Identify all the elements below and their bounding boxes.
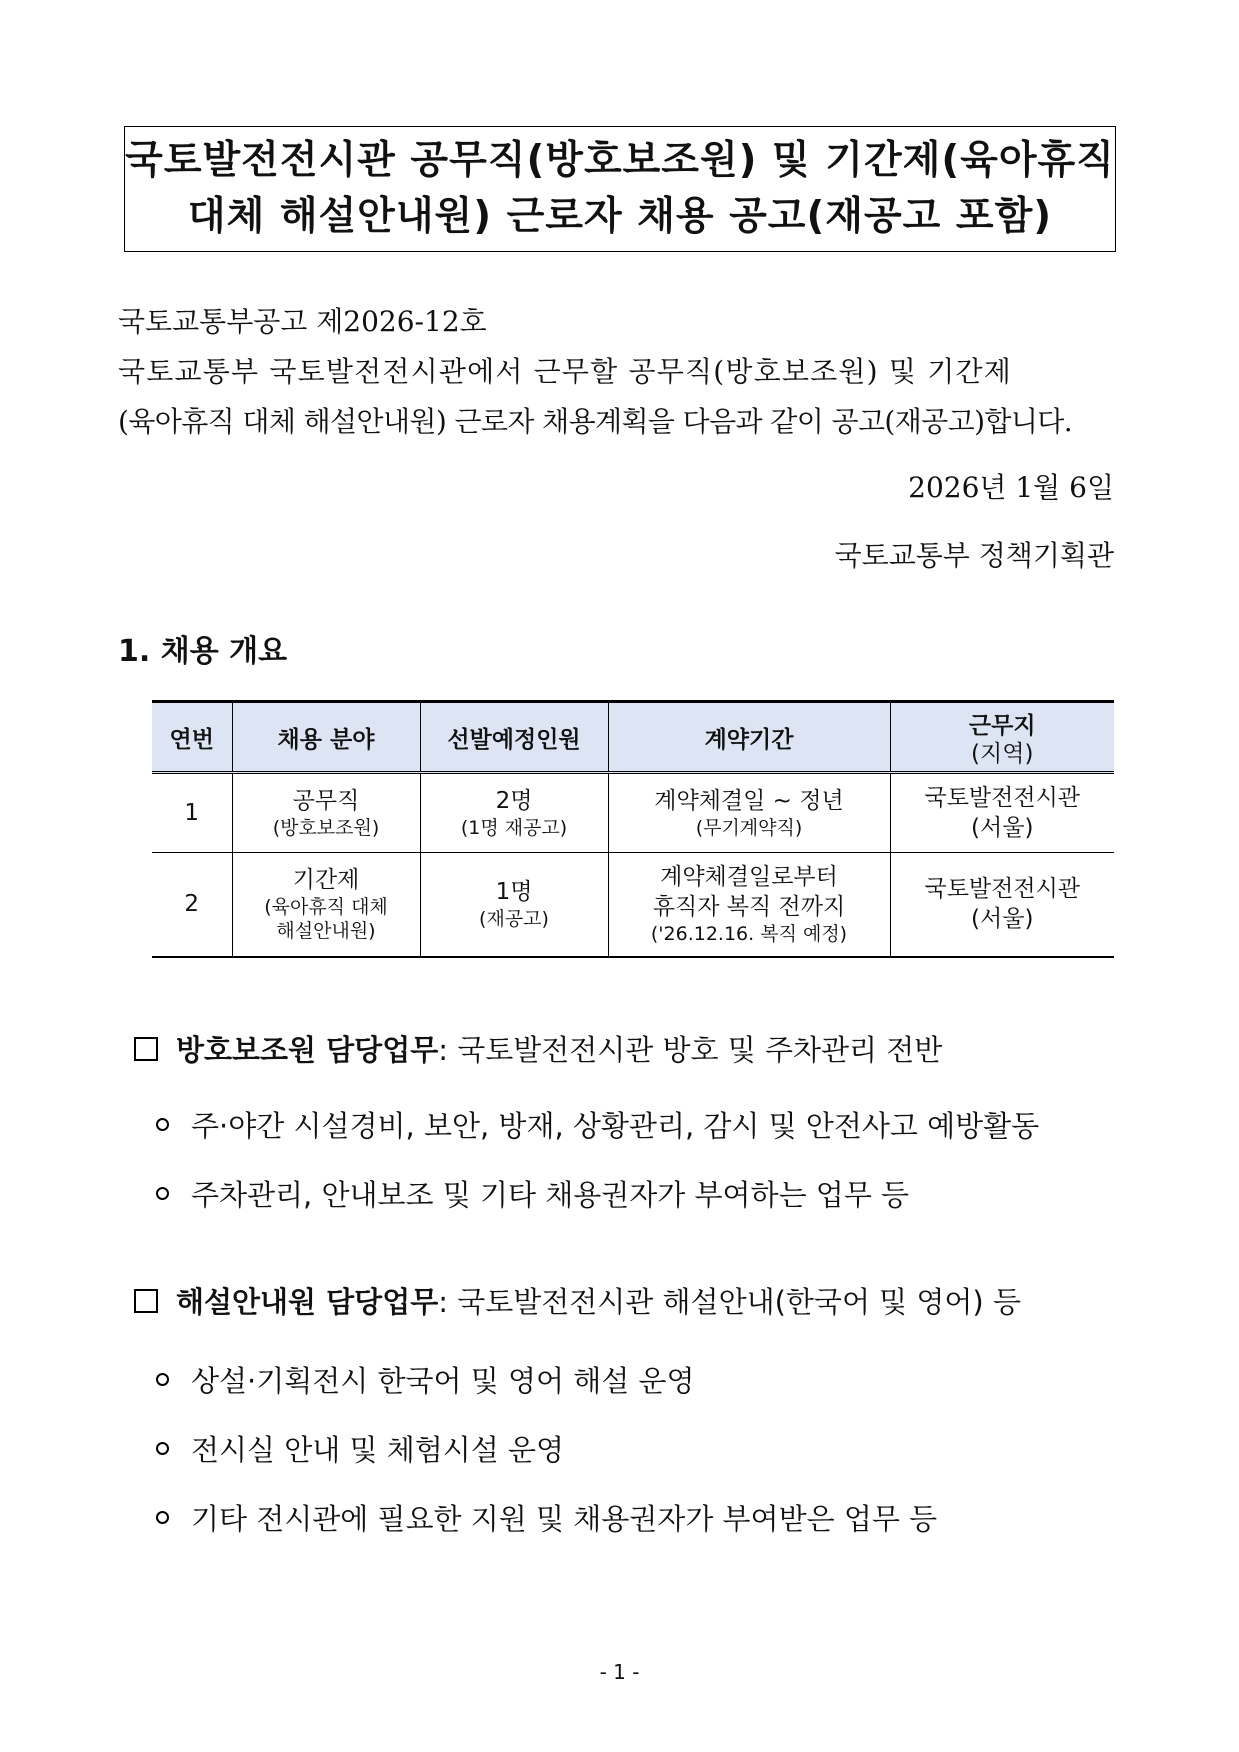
intro-line-2: (육아휴직 대체 해설안내원) 근로자 채용계획을 다음과 같이 공고(재공고)합니다.	[118, 405, 1073, 438]
count-sub: (1명 재공고)	[460, 817, 568, 839]
count-main: 2명	[495, 788, 533, 814]
duty-1-label: 방호보조원 담당업무	[176, 1033, 439, 1067]
duty-1-item	[156, 1104, 1039, 1145]
duty-2-item-text: 상설·기획전시 한국어 및 영어 해설 운영	[191, 1364, 695, 1398]
row-count	[420, 773, 608, 853]
row-no: 2	[152, 853, 232, 957]
section-1-heading: 1. 채용 개요	[118, 634, 288, 669]
duty-2-label: 해설안내원 담당업무	[176, 1285, 439, 1319]
duty-1-text: : 국토발전전시관 방호 및 주차관리 전반	[438, 1033, 943, 1067]
row-place	[890, 773, 1114, 853]
field-sub-1: (육아휴직 대체	[264, 896, 388, 919]
duty-1-heading	[134, 1028, 942, 1069]
duty-2-item-text: 전시실 안내 및 체험시설 운영	[191, 1433, 565, 1467]
duty-2-heading	[134, 1280, 1021, 1321]
circle-bullet-icon	[156, 1118, 169, 1131]
period-main: 계약체결일 ~ 정년	[654, 788, 844, 814]
checkbox-square-icon	[134, 1037, 158, 1061]
row-period	[608, 773, 890, 853]
table-row	[152, 853, 1114, 957]
duty-2-text: : 국토발전전시관 해설안내(한국어 및 영어) 등	[438, 1285, 1021, 1319]
field-main: 공무직	[292, 788, 360, 814]
place-sub: (서울)	[971, 815, 1034, 841]
header-count: 선발예정인원	[420, 702, 608, 773]
period-sub: (무기계약직)	[695, 817, 803, 839]
checkbox-square-icon	[134, 1289, 158, 1313]
field-sub: (방호보조원)	[272, 817, 380, 839]
intro-line-1: 국토교통부 국토발전전시관에서 근무할 공무직(방호보조원) 및 기간제	[118, 355, 1012, 388]
header-period: 계약기간	[608, 702, 890, 773]
circle-bullet-icon	[156, 1187, 169, 1200]
count-sub: (재공고)	[479, 908, 549, 931]
circle-bullet-icon	[156, 1442, 169, 1455]
circle-bullet-icon	[156, 1373, 169, 1386]
duty-2-item	[156, 1497, 937, 1538]
period-main-1: 계약체결일로부터	[660, 864, 838, 891]
duty-1-item-text: 주차관리, 안내보조 및 기타 채용권자가 부여하는 업무 등	[191, 1178, 910, 1212]
row-no: 1	[152, 773, 232, 853]
announcement-date: 2026년 1월 6일	[908, 471, 1114, 504]
duty-2-item-text: 기타 전시관에 필요한 지원 및 채용권자가 부여받은 업무 등	[191, 1502, 938, 1536]
field-sub-2: 해설안내원)	[276, 920, 376, 943]
announcement-title-box	[124, 126, 1116, 252]
row-field	[232, 853, 420, 957]
row-place	[890, 853, 1114, 957]
place-sub: (서울)	[971, 906, 1034, 933]
page-number: - 1 -	[599, 1660, 640, 1684]
title-line-1: 국토발전전시관 공무직(방호보조원) 및 기간제(육아휴직	[125, 138, 1115, 183]
header-place-main: 근무지	[968, 712, 1036, 739]
issuer: 국토교통부 정책기획관	[834, 539, 1114, 572]
count-main: 1명	[495, 879, 533, 906]
table-header-row	[152, 702, 1114, 773]
period-sub: ('26.12.16. 복직 예정)	[650, 923, 848, 946]
circle-bullet-icon	[156, 1511, 169, 1524]
place-main: 국토발전전시관	[924, 876, 1081, 903]
header-place	[890, 702, 1114, 773]
recruitment-overview-table	[152, 700, 1114, 958]
header-no: 연번	[152, 702, 232, 773]
row-count	[420, 853, 608, 957]
row-period	[608, 853, 890, 957]
field-main: 기간제	[292, 867, 360, 894]
duty-2-item	[156, 1428, 564, 1469]
period-main-2: 휴직자 복직 전까지	[652, 894, 846, 921]
title-line-2: 대체 해설안내원) 근로자 채용 공고(재공고 포함)	[187, 194, 1053, 239]
table-row	[152, 773, 1114, 853]
header-field: 채용 분야	[232, 702, 420, 773]
duty-2-item	[156, 1359, 695, 1400]
duty-1-item	[156, 1173, 909, 1214]
place-main: 국토발전전시관	[924, 785, 1081, 811]
duty-1-item-text: 주·야간 시설경비, 보안, 방재, 상황관리, 감시 및 안전사고 예방활동	[191, 1109, 1040, 1143]
header-place-sub: (지역)	[971, 740, 1034, 767]
row-field	[232, 773, 420, 853]
notice-number: 국토교통부공고 제2026-12호	[118, 305, 487, 338]
